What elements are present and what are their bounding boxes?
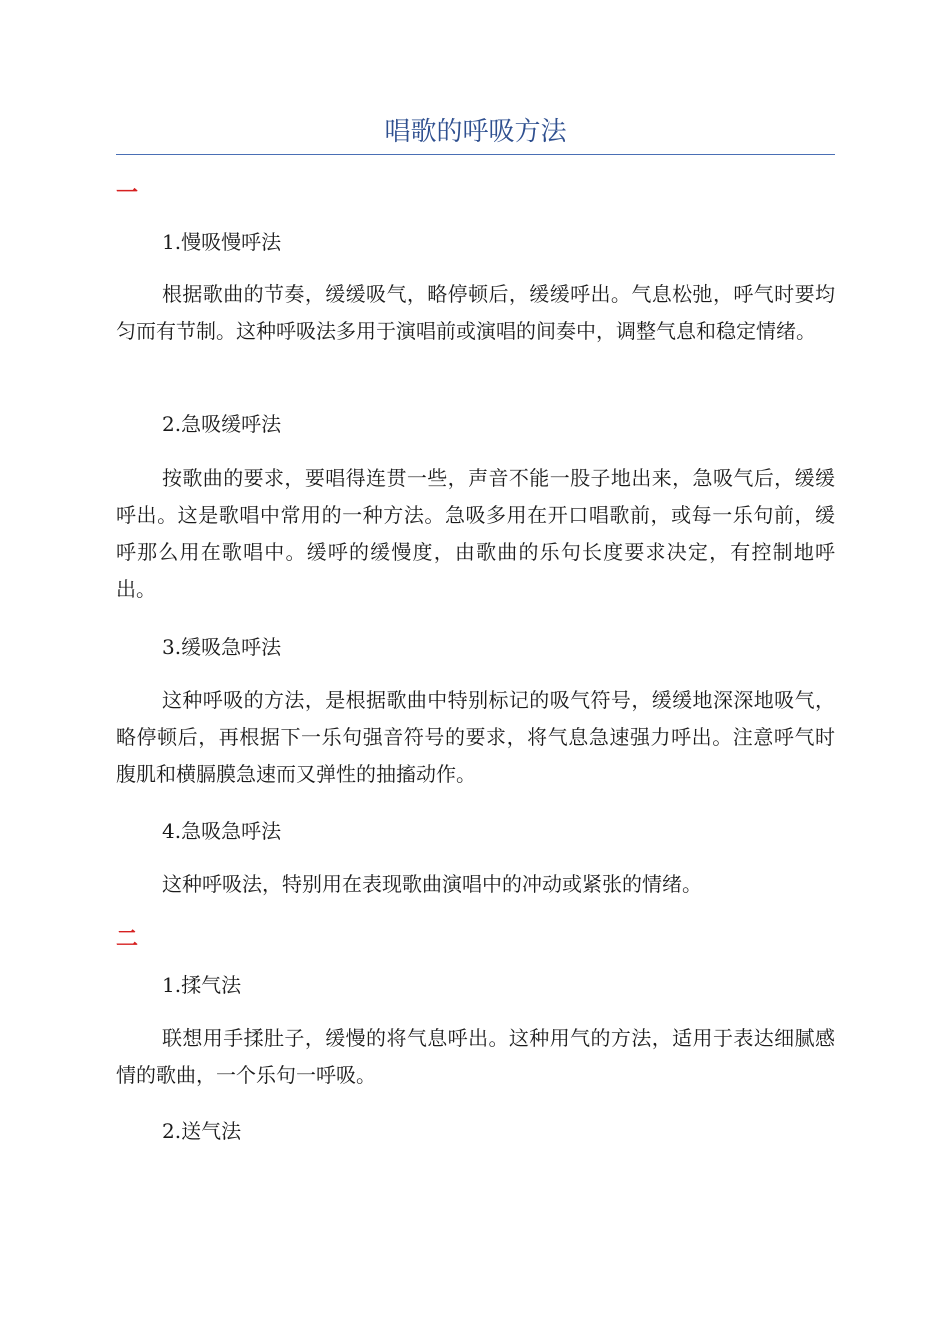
item-heading-1-4: 4.急吸急呼法 <box>162 819 282 843</box>
paragraph-1-4: 这种呼吸法，特别用在表现歌曲演唱中的冲动或紧张的情绪。 <box>162 872 702 896</box>
item-heading-1-1: 1.慢吸慢呼法 <box>162 230 282 254</box>
item-heading-2-2: 2.送气法 <box>162 1119 242 1143</box>
section-heading-1: 一 <box>116 180 139 206</box>
title-underline <box>116 154 835 155</box>
section-heading-2: 二 <box>116 926 139 952</box>
paragraph-1-1: 根据歌曲的节奏，缓缓吸气，略停顿后，缓缓呼出。气息松弛，呼气时要均匀而有节制。这种呼吸法多用于演唱前或演唱的间奏中，调整气息和稳定情绪。 <box>116 282 835 343</box>
paragraph-2-1: 联想用手揉肚子，缓慢的将气息呼出。这种用气的方法，适用于表达细腻感情的歌曲，一个乐句一呼吸。 <box>116 1026 835 1087</box>
paragraph-1-2: 按歌曲的要求，要唱得连贯一些，声音不能一股子地出来，急吸气后，缓缓呼出。这是歌唱中常用的一种方法。急吸多用在开口唱歌前，或每一乐句前，缓呼那么用在歌唱中。缓呼的缓慢度，由歌曲的乐句长度要求决定，有控制地呼出。 <box>116 466 835 601</box>
paragraph-1-3: 这种呼吸的方法，是根据歌曲中特别标记的吸气符号，缓缓地深深地吸气，略停顿后，再根据下一乐句强音符号的要求，将气息急速强力呼出。注意呼气时腹肌和横膈膜急速而又弹性的抽搐动作。 <box>116 688 835 786</box>
item-heading-1-2: 2.急吸缓呼法 <box>162 412 282 436</box>
item-heading-1-3: 3.缓吸急呼法 <box>162 635 282 659</box>
document-title: 唱歌的呼吸方法 <box>384 117 567 147</box>
item-heading-2-1: 1.揉气法 <box>162 973 242 997</box>
